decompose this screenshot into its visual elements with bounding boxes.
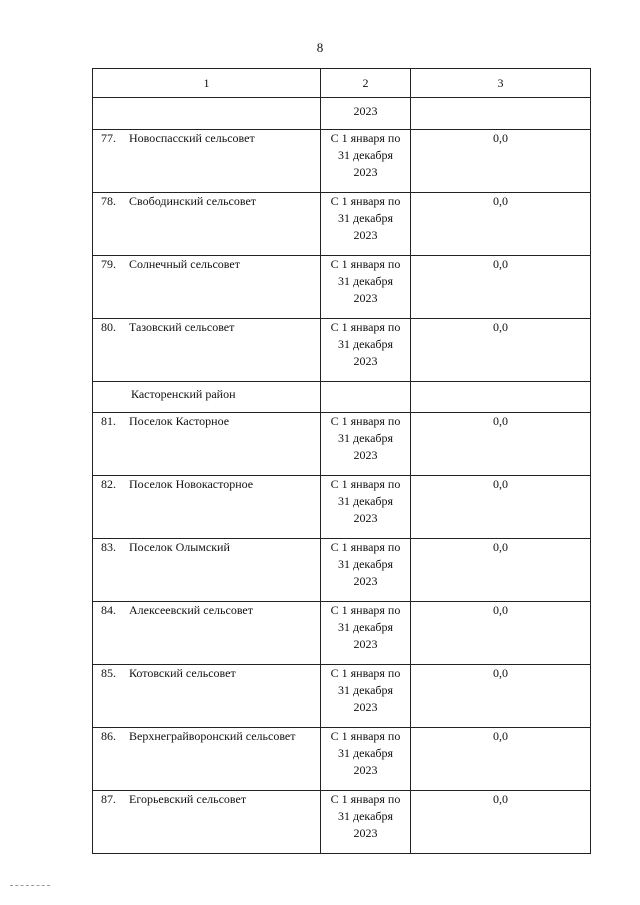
name-cell: [93, 665, 321, 728]
table-row: [93, 791, 591, 854]
municipality-name: Егорьевский сельсовет: [129, 792, 247, 806]
name-cell: [93, 602, 321, 665]
period-line: 31 декабря: [337, 746, 394, 760]
period-line: С 1 января по: [330, 477, 401, 491]
value-cell: 0,0: [411, 130, 591, 193]
municipality-name: Поселок Новокасторное: [129, 477, 254, 491]
period-cell: [321, 319, 411, 382]
period-line: С 1 января по: [330, 666, 401, 680]
period-line: 31 декабря: [337, 809, 394, 823]
period-line: 31 декабря: [337, 683, 394, 697]
period-line: С 1 января по: [330, 194, 401, 208]
period-line: 31 декабря: [337, 620, 394, 634]
period-line: 2023: [353, 700, 378, 714]
municipality-name: Свободинский сельсовет: [129, 194, 257, 208]
row-number: 80.: [101, 320, 116, 334]
value-cell: 0,0: [411, 476, 591, 539]
name-cell: [93, 539, 321, 602]
period-line: 2023: [353, 354, 378, 368]
period-line: 31 декабря: [337, 148, 394, 162]
district-value-cell: [411, 382, 591, 413]
period-line: С 1 января по: [330, 540, 401, 554]
value-cell: 0,0: [411, 193, 591, 256]
period-cell: [321, 602, 411, 665]
period-cell: [321, 791, 411, 854]
name-cell: [93, 791, 321, 854]
document-table: [92, 68, 591, 854]
period-cell: [321, 665, 411, 728]
value-cell: 0,0: [411, 665, 591, 728]
period-line: 2023: [353, 637, 378, 651]
value-cell: 0,0: [411, 539, 591, 602]
name-cell: [93, 319, 321, 382]
table-row: [93, 539, 591, 602]
municipality-name: Котовский сельсовет: [129, 666, 236, 680]
table-row: [93, 728, 591, 791]
period-line: 2023: [353, 228, 378, 242]
table-row: [93, 665, 591, 728]
continuation-name-cell: [93, 98, 321, 130]
table-row: [93, 193, 591, 256]
period-cell: [321, 193, 411, 256]
municipality-name: Верхнеграйворонский сельсовет: [129, 729, 296, 743]
row-number: 79.: [101, 257, 116, 271]
table-row: [93, 130, 591, 193]
period-cell: [321, 539, 411, 602]
period-line: 2023: [353, 826, 378, 840]
period-line: 2023: [353, 574, 378, 588]
name-cell: [93, 193, 321, 256]
district-name: Касторенский район: [93, 382, 321, 413]
period-line: С 1 января по: [330, 729, 401, 743]
header-col-1: 1: [93, 69, 321, 98]
row-number: 84.: [101, 603, 116, 617]
period-cell: [321, 413, 411, 476]
district-row: [93, 382, 591, 413]
table-row: [93, 476, 591, 539]
table-row: [93, 602, 591, 665]
name-cell: [93, 256, 321, 319]
row-number: 77.: [101, 131, 116, 145]
municipality-name: Поселок Касторное: [129, 414, 230, 428]
period-cell: [321, 476, 411, 539]
row-number: 82.: [101, 477, 116, 491]
period-line: 2023: [353, 763, 378, 777]
name-cell: [93, 130, 321, 193]
period-line: 31 декабря: [337, 494, 394, 508]
header-col-3: 3: [411, 69, 591, 98]
row-number: 85.: [101, 666, 116, 680]
continuation-value-cell: [411, 98, 591, 130]
period-line: 31 декабря: [337, 274, 394, 288]
row-number: 83.: [101, 540, 116, 554]
period-line: С 1 января по: [330, 257, 401, 271]
municipality-name: Поселок Олымский: [129, 540, 230, 554]
period-line: 2023: [353, 165, 378, 179]
table-row: [93, 413, 591, 476]
period-line: 2023: [353, 448, 378, 462]
page-number: 8: [316, 40, 324, 55]
period-line: С 1 января по: [330, 414, 401, 428]
value-cell: 0,0: [411, 319, 591, 382]
period-line: С 1 января по: [330, 131, 401, 145]
footer-divider: [10, 885, 50, 886]
table-row: [93, 319, 591, 382]
header-col-2: 2: [321, 69, 411, 98]
period-line: 2023: [353, 511, 378, 525]
period-cell: [321, 256, 411, 319]
continuation-row: [93, 98, 591, 130]
period-line: 31 декабря: [337, 557, 394, 571]
value-cell: 0,0: [411, 728, 591, 791]
municipality-name: Алексеевский сельсовет: [129, 603, 253, 617]
table-header-row: [93, 69, 591, 98]
municipality-name: Солнечный сельсовет: [129, 257, 240, 271]
continuation-period-cell: 2023: [321, 98, 411, 130]
municipality-name: Новоспасский сельсовет: [129, 131, 255, 145]
value-cell: 0,0: [411, 602, 591, 665]
name-cell: [93, 728, 321, 791]
row-number: 81.: [101, 414, 116, 428]
municipality-name: Тазовский сельсовет: [129, 320, 235, 334]
row-number: 86.: [101, 729, 116, 743]
period-line: 31 декабря: [337, 431, 394, 445]
period-line: 31 декабря: [337, 211, 394, 225]
period-line: 2023: [353, 291, 378, 305]
value-cell: 0,0: [411, 791, 591, 854]
period-line: 31 декабря: [337, 337, 394, 351]
period-line: С 1 января по: [330, 603, 401, 617]
period-line: С 1 января по: [330, 792, 401, 806]
value-cell: 0,0: [411, 256, 591, 319]
period-cell: [321, 728, 411, 791]
value-cell: 0,0: [411, 413, 591, 476]
district-period-cell: [321, 382, 411, 413]
name-cell: [93, 413, 321, 476]
period-line: С 1 января по: [330, 320, 401, 334]
row-number: 78.: [101, 194, 116, 208]
period-cell: [321, 130, 411, 193]
name-cell: [93, 476, 321, 539]
row-number: 87.: [101, 792, 116, 806]
table-row: [93, 256, 591, 319]
